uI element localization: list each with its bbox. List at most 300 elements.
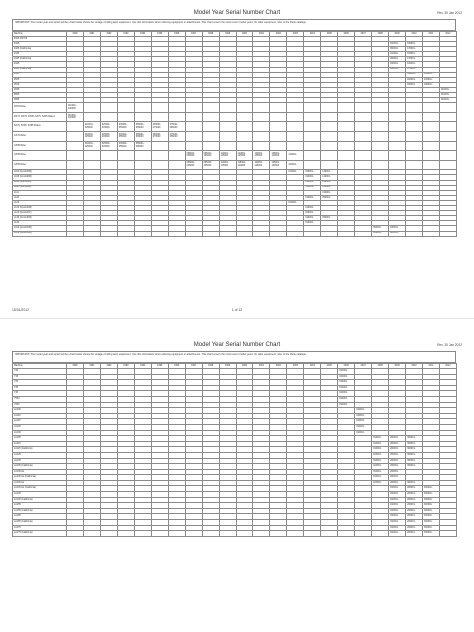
serial-cell: 020001- <box>304 211 321 216</box>
serial-cell <box>389 160 406 170</box>
serial-cell <box>355 112 372 122</box>
model-name-cell: LA145 <box>13 492 67 498</box>
serial-cell <box>355 141 372 151</box>
serial-cell <box>253 531 270 537</box>
serial-cell <box>236 112 253 122</box>
model-name-cell: Z655 <box>13 93 67 98</box>
serial-cell: 200001- <box>389 452 406 458</box>
table-row <box>13 151 457 161</box>
serial-cell: 200001- <box>389 469 406 475</box>
serial-cell <box>406 103 423 113</box>
year-column-header: 1994 <box>134 364 151 369</box>
serial-cell <box>67 141 84 151</box>
serial-number-table <box>12 363 457 537</box>
serial-cell <box>151 141 168 151</box>
serial-cell <box>151 151 168 161</box>
serial-cell: 010001- <box>355 419 372 425</box>
serial-cell <box>100 151 117 161</box>
serial-cell: 010001- <box>389 520 406 526</box>
serial-cell <box>168 103 185 113</box>
serial-cell: 055001- 065000 <box>134 132 151 142</box>
serial-cell <box>406 231 423 236</box>
serial-cell <box>287 132 304 142</box>
model-name-cell: L100 (GAL100M) <box>13 231 67 236</box>
serial-cell: 200001- <box>406 497 423 503</box>
serial-cell: 100001- <box>423 77 440 82</box>
serial-cell <box>202 122 219 132</box>
model-name-cell: Z445 (California) <box>13 67 67 72</box>
serial-cell <box>100 112 117 122</box>
serial-cell: 010001- <box>304 195 321 200</box>
model-name-cell: LA115 <box>13 441 67 447</box>
serial-cell <box>134 160 151 170</box>
serial-cell: 110001- 115000 <box>219 151 236 161</box>
serial-cell <box>253 112 270 122</box>
serial-cell <box>236 231 253 236</box>
footer-page-number: 1 of 12 <box>231 308 243 312</box>
model-name-cell: Y40 <box>13 369 67 375</box>
serial-cell <box>406 112 423 122</box>
serial-cell: 300001- <box>423 497 440 503</box>
year-column-header: 2005 <box>321 364 338 369</box>
serial-cell: 120001- 125000 <box>253 160 270 170</box>
serial-cell: 010001- <box>338 396 355 402</box>
serial-cell: 200001- <box>389 436 406 442</box>
model-name-cell: GX65 Rider <box>13 160 67 170</box>
serial-cell: 010001- <box>389 497 406 503</box>
year-column-header: 2001 <box>253 32 270 37</box>
serial-cell: 130001- <box>287 160 304 170</box>
serial-cell <box>236 531 253 537</box>
model-name-cell: L118 <box>13 195 67 200</box>
serial-cell <box>185 132 202 142</box>
serial-cell <box>287 103 304 113</box>
serial-cell <box>321 160 338 170</box>
serial-cell: 140001- <box>321 180 338 185</box>
page-title: Model Year Serial Number Chart <box>193 342 281 348</box>
serial-cell <box>236 122 253 132</box>
serial-cell <box>151 160 168 170</box>
serial-cell: 012181- <box>372 231 389 236</box>
serial-cell <box>439 141 456 151</box>
serial-cell <box>389 122 406 132</box>
serial-cell <box>372 122 389 132</box>
serial-cell <box>423 160 440 170</box>
serial-cell: 010001- <box>372 464 389 470</box>
serial-cell <box>439 151 456 161</box>
serial-cell: 050001- <box>321 195 338 200</box>
year-column-header: 2002 <box>270 32 287 37</box>
table-row <box>13 112 457 122</box>
model-name-cell: Z425 (California) <box>13 47 67 52</box>
year-column-header: 1996 <box>168 32 185 37</box>
serial-cell <box>151 231 168 236</box>
serial-cell <box>270 531 287 537</box>
serial-cell: 010001- <box>389 514 406 520</box>
serial-cell: 010001- <box>355 430 372 436</box>
serial-cell: 300001- <box>423 514 440 520</box>
model-name-cell: LA100 <box>13 408 67 414</box>
model-name-cell: LA115 <box>13 419 67 425</box>
serial-cell: 010001- <box>372 458 389 464</box>
important-note: IMPORTANT: The model year and serial number chart below shows the vintage of riding lawn equipment. Use this information when ordering equipment or attachments. This chart covers the most recent model years; for older equipment, refer to the Parts catalogs. <box>12 351 456 363</box>
model-name-cell: L118 (GAL118M) <box>13 185 67 190</box>
model-name-cell: Z665 <box>13 98 67 103</box>
serial-cell <box>117 231 134 236</box>
year-column-header: 2009 <box>389 364 406 369</box>
serial-cell <box>423 141 440 151</box>
serial-cell <box>134 231 151 236</box>
serial-cell: 300001- <box>423 503 440 509</box>
serial-cell <box>321 141 338 151</box>
year-column-header: 1997 <box>185 364 202 369</box>
serial-cell <box>185 103 202 113</box>
model-name-cell: LA165 (California) <box>13 520 67 526</box>
serial-cell <box>202 112 219 122</box>
model-name-cell: Z635 <box>13 87 67 92</box>
serial-number-table <box>12 31 457 237</box>
model-name-cell: Z435 <box>13 52 67 57</box>
revision-date: Rev. 30 Jan 2012 <box>437 343 462 347</box>
serial-cell: 010001- <box>355 408 372 414</box>
serial-cell <box>270 112 287 122</box>
serial-cell: 045001- 055000 <box>117 141 134 151</box>
serial-cell <box>253 103 270 113</box>
serial-cell: 010001- <box>355 413 372 419</box>
year-column-header: 2006 <box>338 32 355 37</box>
serial-cell <box>117 531 134 537</box>
model-name-cell: LA145 LE (California) <box>13 486 67 492</box>
serial-cell: 055001- 065000 <box>134 141 151 151</box>
model-name-cell: Y65C <box>13 402 67 408</box>
model-name-cell: LA145 LE <box>13 480 67 486</box>
serial-cell <box>304 531 321 537</box>
serial-cell <box>202 132 219 142</box>
serial-cell <box>355 132 372 142</box>
model-name-cell: Z435 (California) <box>13 57 67 62</box>
model-name-cell: GX95 Rider <box>13 151 67 161</box>
serial-cell: 200001- <box>389 480 406 486</box>
serial-cell <box>338 103 355 113</box>
serial-cell <box>338 141 355 151</box>
serial-cell <box>439 103 456 113</box>
serial-cell: 010001- <box>321 190 338 195</box>
serial-cell: 300001- <box>406 441 423 447</box>
serial-cell <box>321 151 338 161</box>
serial-cell: 300001- <box>406 480 423 486</box>
model-name-cell: L100 (GAL100M) <box>13 226 67 231</box>
serial-cell <box>151 103 168 113</box>
serial-cell <box>67 122 84 132</box>
serial-cell <box>406 151 423 161</box>
table-row <box>13 231 457 236</box>
serial-cell <box>100 231 117 236</box>
serial-cell <box>389 112 406 122</box>
serial-cell <box>287 112 304 122</box>
serial-cell <box>372 132 389 142</box>
serial-cell: 075001- 085000 <box>168 122 185 132</box>
model-name-cell: Z445 <box>13 62 67 67</box>
model-name-cell: LA175 <box>13 525 67 531</box>
serial-cell <box>151 531 168 537</box>
serial-cell <box>219 112 236 122</box>
serial-cell: 300001- <box>406 436 423 442</box>
serial-cell: 025001- 045000 <box>100 122 117 132</box>
serial-cell <box>338 231 355 236</box>
serial-cell: 010001- <box>338 374 355 380</box>
year-column-header: 2008 <box>372 364 389 369</box>
serial-cell: 060001- <box>389 57 406 62</box>
serial-cell: 100001- <box>423 82 440 87</box>
serial-cell <box>321 112 338 122</box>
serial-cell <box>304 231 321 236</box>
serial-cell <box>67 151 84 161</box>
serial-cell <box>439 112 456 122</box>
serial-cell <box>355 531 372 537</box>
serial-cell <box>67 531 84 537</box>
serial-cell <box>372 160 389 170</box>
serial-cell: 200001- <box>406 514 423 520</box>
serial-cell <box>304 112 321 122</box>
serial-cell: 060001- <box>389 67 406 72</box>
serial-cell: 300001- <box>406 458 423 464</box>
serial-cell: 065001- 075000 <box>151 132 168 142</box>
year-column-header: 1990 <box>67 364 84 369</box>
serial-cell <box>83 112 100 122</box>
year-column-header: 2002 <box>270 364 287 369</box>
serial-cell <box>100 103 117 113</box>
page-divider <box>0 318 474 333</box>
serial-cell <box>439 531 456 537</box>
serial-cell: 010001- <box>372 441 389 447</box>
serial-cell <box>270 132 287 142</box>
model-name-cell: LA130 <box>13 430 67 436</box>
serial-cell <box>304 160 321 170</box>
serial-cell: 140001- <box>321 175 338 180</box>
serial-cell <box>100 160 117 170</box>
serial-cell: 030001- <box>304 170 321 175</box>
model-name-cell: L100 (GAL100M) <box>13 170 67 175</box>
serial-cell: 085001- 095000 <box>185 151 202 161</box>
serial-cell <box>168 151 185 161</box>
serial-cell: 010001- <box>406 77 423 82</box>
year-column-header: 2007 <box>355 32 372 37</box>
serial-cell: 010001- 025000 <box>83 141 100 151</box>
serial-cell <box>372 141 389 151</box>
model-name-cell: LA135 LE (California) <box>13 475 67 481</box>
serial-cell <box>134 103 151 113</box>
model-name-cell: Z535 <box>13 77 67 82</box>
serial-cell <box>389 151 406 161</box>
serial-cell <box>83 231 100 236</box>
model-name-cell: L130 <box>13 221 67 226</box>
serial-cell <box>67 132 84 142</box>
serial-cell: 020001- <box>389 231 406 236</box>
serial-cell: 045001- 055000 <box>117 122 134 132</box>
serial-cell: 300001- <box>423 531 440 537</box>
year-column-header: 2010 <box>406 32 423 37</box>
serial-cell: 200001- <box>406 531 423 537</box>
model-name-cell: LA135 (California) <box>13 464 67 470</box>
serial-cell <box>117 112 134 122</box>
model-name-cell: LA120 <box>13 424 67 430</box>
serial-cell: 010001- <box>372 452 389 458</box>
year-column-header: 1996 <box>168 364 185 369</box>
model-name-cell: Z425 CNIH ll <box>13 37 67 42</box>
year-column-header: 2011 <box>423 364 440 369</box>
serial-cell: 010001- <box>406 82 423 87</box>
serial-cell: 180001- <box>389 226 406 231</box>
serial-cell <box>253 231 270 236</box>
serial-cell: 085001- 095000 <box>185 160 202 170</box>
serial-cell <box>168 231 185 236</box>
serial-cell: 010001- <box>304 221 321 226</box>
year-column-header: 1991 <box>83 32 100 37</box>
serial-cell: 010001- <box>389 492 406 498</box>
serial-cell: 200001- <box>389 447 406 453</box>
serial-cell: 140001- <box>321 170 338 175</box>
serial-cell <box>168 531 185 537</box>
serial-cell <box>287 531 304 537</box>
serial-cell <box>287 141 304 151</box>
serial-cell: 010001- <box>389 503 406 509</box>
serial-cell: 200001- <box>389 464 406 470</box>
serial-cell: 010001- <box>372 469 389 475</box>
model-name-cell: SX75, SX95, SX85 Riders <box>13 122 67 132</box>
year-column-header: 1998 <box>202 32 219 37</box>
serial-cell <box>338 122 355 132</box>
serial-cell <box>83 103 100 113</box>
serial-cell <box>423 112 440 122</box>
serial-cell: 200001- <box>406 525 423 531</box>
serial-cell: 010001- <box>372 447 389 453</box>
serial-cell: 300001- <box>423 525 440 531</box>
year-column-header: 1993 <box>117 364 134 369</box>
table-row <box>13 160 457 170</box>
model-name-cell: Y25 <box>13 380 67 386</box>
year-column-header: 1998 <box>202 364 219 369</box>
model-name-cell: GX85 Rider <box>13 141 67 151</box>
year-column-header: 1990 <box>67 32 84 37</box>
serial-cell: 010001- <box>439 93 456 98</box>
serial-cell: 170001- <box>406 47 423 52</box>
serial-cell <box>372 151 389 161</box>
serial-cell <box>423 132 440 142</box>
serial-cell: 010001- <box>389 525 406 531</box>
serial-cell: 100001- <box>406 62 423 67</box>
serial-cell <box>219 231 236 236</box>
serial-cell: 010001- <box>439 87 456 92</box>
serial-cell <box>219 531 236 537</box>
model-name-cell: Z425 <box>13 42 67 47</box>
serial-cell <box>338 151 355 161</box>
year-column-header: 2012 <box>439 364 456 369</box>
serial-cell: 300001- <box>423 486 440 492</box>
serial-cell <box>287 122 304 132</box>
serial-cell: 200001- <box>406 520 423 526</box>
year-column-header: 2007 <box>355 364 372 369</box>
year-column-header: 2009 <box>389 32 406 37</box>
model-name-cell: Y55C <box>13 396 67 402</box>
serial-cell: 300001- <box>406 452 423 458</box>
model-name-cell: Z645 <box>13 82 67 87</box>
serial-cell <box>83 531 100 537</box>
model-name-cell: LA105 <box>13 436 67 442</box>
serial-cell <box>202 141 219 151</box>
serial-cell <box>270 231 287 236</box>
table-row <box>13 141 457 151</box>
serial-cell <box>100 531 117 537</box>
serial-cell <box>134 151 151 161</box>
year-column-header: 2011 <box>423 32 440 37</box>
year-column-header: 1999 <box>219 32 236 37</box>
year-column-header: 2000 <box>236 32 253 37</box>
serial-cell <box>253 141 270 151</box>
model-column-header: Machine <box>13 32 67 37</box>
serial-cell <box>439 132 456 142</box>
serial-cell <box>423 122 440 132</box>
serial-cell: 110001- 115000 <box>219 160 236 170</box>
serial-cell <box>439 160 456 170</box>
model-name-cell: RX73, RX75, RX95, SX75, SX95 Riders <box>13 112 67 122</box>
year-column-header: 1992 <box>100 364 117 369</box>
serial-cell <box>236 103 253 113</box>
table-row <box>13 531 457 537</box>
serial-cell: 010001- <box>304 185 321 190</box>
table-row <box>13 103 457 113</box>
serial-cell <box>355 231 372 236</box>
model-name-cell: L120 (GAL120C) <box>13 211 67 216</box>
serial-cell: 010001- <box>389 42 406 47</box>
model-name-cell: L120 (GAL120M) <box>13 206 67 211</box>
serial-cell: 010001- <box>304 206 321 211</box>
serial-cell <box>83 151 100 161</box>
serial-cell: 050001- <box>321 216 338 221</box>
serial-cell <box>117 103 134 113</box>
year-column-header: 2010 <box>406 364 423 369</box>
serial-cell: 095001- 105000 <box>202 151 219 161</box>
table-row <box>13 132 457 142</box>
serial-cell: 010001- <box>304 216 321 221</box>
serial-cell: 300001- <box>423 492 440 498</box>
page-title: Model Year Serial Number Chart <box>193 10 281 16</box>
serial-cell <box>439 122 456 132</box>
serial-cell <box>406 141 423 151</box>
serial-cell: 010001- <box>304 180 321 185</box>
serial-cell: 010001- 100000 <box>67 112 84 122</box>
year-column-header: 2004 <box>304 364 321 369</box>
serial-cell: 200001- <box>389 458 406 464</box>
serial-cell <box>389 132 406 142</box>
serial-cell <box>185 122 202 132</box>
serial-cell <box>202 531 219 537</box>
serial-cell <box>117 151 134 161</box>
serial-cell: 010001- <box>372 475 389 481</box>
serial-cell: 130001- 135000 <box>253 151 270 161</box>
serial-cell <box>423 231 440 236</box>
serial-cell: 010001- <box>389 508 406 514</box>
document-page-2 <box>0 332 474 632</box>
year-column-header: 2001 <box>253 364 270 369</box>
serial-cell: 010001- 025000 <box>83 132 100 142</box>
year-column-header: 2003 <box>287 364 304 369</box>
serial-cell: 010001- <box>338 385 355 391</box>
serial-cell: 010001- <box>338 369 355 375</box>
serial-cell: 300001- <box>423 508 440 514</box>
serial-cell: 100001- <box>423 72 440 77</box>
serial-cell: 010001- 025000 <box>83 122 100 132</box>
serial-cell: 010001- <box>439 98 456 103</box>
